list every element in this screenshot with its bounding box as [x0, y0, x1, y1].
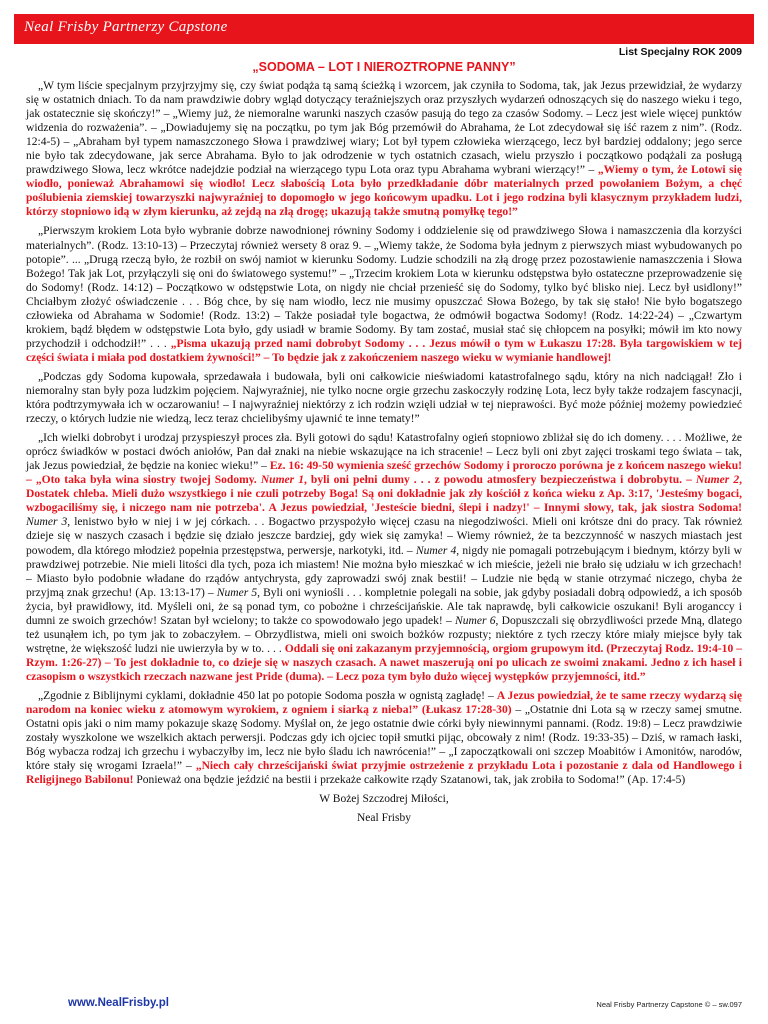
paragraph-5	[26, 689, 742, 787]
numbered-sin-label: Numer 3	[26, 516, 68, 529]
highlight-run: , Dostatek chleba. Mieli dużo wszystkiego i nie czuli potrzeby Boga! Są oni dokładnie jak zły kościół z końca wieku z Ap. 3:17, 'Jesteśmy bogaci, wzbogaciliśmy się, i niczego nam nie potrzeba'. A Jezus powiedział, 'Jesteście biedni, ślepi i nadzy!' – Innymi słowy, tak, jak siostra Sodoma!	[26, 474, 742, 515]
highlight-run: Oddali się oni zakazanym przyjemnością, orgiom grupowym itd. (Przeczytaj Rodz. 19:4-10 – Rzym. 1:26-27) – To jest dokładnie to, co dzieje się w naszych czasach. A nawet maszerują oni po ulicach ze swoimi znakami. Jedno z ich haseł i czasopism o wszystkich rzeczach nazwane jest Pride (duma). – Lecz poza tym było dużo więcej występków przyjemności, itd.”	[26, 642, 743, 683]
website-link[interactable]: www.NealFrisby.pl	[68, 997, 169, 1009]
highlight-run: Ez. 16: 49-50 wymienia sześć grzechów Sodomy i proroczo porówna je z końcem naszego wieku! – „Oto taka była wina siostry twojej Sodomy.	[26, 460, 742, 487]
paragraph-2	[26, 224, 742, 364]
highlight-run: A Jezus powiedział, że te same rzeczy wydarzą się narodom na koniec wieku z atomowym wyrokiem, z ogniem i siarką z nieba!” (Łukasz 17:28-30)	[26, 689, 742, 717]
header-banner	[14, 14, 754, 44]
numbered-sin-label: Numer 5	[216, 586, 258, 599]
text-run: „Podczas gdy Sodoma kupowała, sprzedawała i budowała, byli oni całkowicie nieświadomi katastrofalnego sądu, który na nich nadciągał! Zło i niemoralny stan były poza ludzkim pojęciem. Najwyraźniej, nie tylko nocne orgie grzechu zaskoczyły rodzinę Lota, lecz były także rodzajem fascynacji, która podtrzymywała ich w oczarowaniu! – I najwyraźniej niektórzy z ich rodzin wzięli udział w tej nieprawości. Być może później możemy powiedzieć rzeczy, o których ludzie nie wiedzą, lecz teraz chcielibyśmy ujawnić te inne tematy!”	[26, 370, 742, 426]
letter-body	[26, 79, 742, 830]
highlight-run: „Niech cały chrześcijański świat przyjmie ostrzeżenie z przykładu Lota i pozostanie z dala od Handlowego i Religijnego Babilonu!	[26, 760, 743, 787]
text-run: Ponieważ ona będzie jeździć na bestii i przekaże całkowite rządy Szatanowi, tak, jak zrobiła to Sodoma!” (Ap. 17:4-5)	[133, 774, 686, 787]
closing	[26, 792, 742, 825]
signature-name: Neal Frisby	[357, 812, 411, 825]
text-run: , Dopuszczali się obrzydliwości przede Mną, dlatego też usunąłem ich, po tym jak to zobaczyłem. – Obrzydlistwa, mieli oni swoich bożków rozpusty; niektóre z tych rzeczy które miały miejsce były tak wstrętne, że większość ludzi nie uwierzyła by w to. . . .	[26, 614, 743, 655]
paragraph-3	[26, 370, 742, 426]
text-run: – „Ostatnie dni Lota są w rzeczy samej smutne. Ostatni opis jaki o nim mamy pokazuje skazę Sodomy. Myślał on, że jego ostatnie dwie córki były niewinnymi pannami. (Rodz. 19:8) – Lecz prawdziwie zostały wyszkolone we wszelkich aktach perwersji. Podczas gdy ich ojciec topił smutki pijąc, obcowały z nim! (Rodz. 19:33-35) – Dziś, w ramach łaski, Bóg wybacza rodzaj ich grzechu i wybaczyłby im, lecz nie było śladu ich nawrócenia!” – „I zapoczątkowali oni szczep Moabitów i Amonitów, narodów, które stały się wrogami Izraela!” –	[26, 704, 742, 773]
highlight-run: , byli oni pełni dumy . . . z powodu atmosfery bezpieczeństwa i dobrobytu. –	[304, 474, 696, 487]
banner-title: Neal Frisby Partnerzy Capstone	[24, 19, 228, 35]
text-run: „Ich wielki dobrobyt i urodzaj przyspieszył proces zła. Byli gotowi do sądu! Katastrofalny ogień stopniowo zbliżał się do ich domeny. . . . Możliwe, że oprócz świadków w postaci dwóch aniołów, Pan dał znaki na niebie wskazujące na ich stracenie! – Lecz byli oni zbyt zajęci troskami tego świata – tak, jak Jezus powiedział, że będzie na koniec wieku!” –	[26, 432, 742, 473]
highlight-run: „Wiemy o tym, że Lotowi się wiodło, ponieważ Abrahamowi się wiodło! Lecz słabością Lota było przedkładanie dóbr materialnych przed powołaniem Bożym, a chęć poślubienia ziemskiej towarzyszki najwyraźniej to dopomogło w jego końcowym upadku. Lot i jego rodzina byli klasycznym przykładem ludzi, którzy stopniowo idą w złym kierunku, aż zejdą na złą drogę; ukazują także smutną pomyłkę tego!”	[26, 164, 742, 219]
paragraph-1	[26, 79, 742, 219]
text-run: „Zgodnie z Biblijnymi cyklami, dokładnie 450 lat po potopie Sodoma poszła w ognistą zagładę! –	[38, 689, 497, 702]
numbered-sin-label: Numer 6	[455, 614, 496, 627]
closing-salutation: W Bożej Szczodrej Miłości,	[319, 793, 449, 806]
numbered-sin-label: Numer 2	[695, 474, 740, 487]
text-run: , Byli oni wyniośli . . . kompletnie polegali na sobie, jak gdyby posiadali dobrą odpowiedź, a ich sposób życia, był prawidłowy, itd. Myśleli oni, że są ponad tym, co pobożne i chrześcijańskie. Ale tak naprawdę, byli całkowicie oszukani! Byli aroganccy i dumni ze swoich grzechów! Szatan był wcielony; to także co spowodowało jego upadek! –	[26, 586, 742, 627]
letter-label: List Specjalny ROK 2009	[618, 46, 742, 58]
paragraph-4	[26, 431, 742, 684]
text-run: , lenistwo było w niej i w jej córkach. . . Bogactwo przyspożyło więcej czasu na niegodziwości. Mieli oni krótsze dni do pracy. Tak również dzieje się w naszych czasach i będzie się działo jeszcze bardziej, gdy wiek się zamyka! – Wiemy również, że ta bezczynność w naszych miastach jest powodem, dla którego młodzież popełnia przestępstwa, perwersje, narkotyki, itd. –	[26, 516, 742, 557]
highlight-run: „Pisma ukazują przed nami dobrobyt Sodomy . . . Jezus mówił o tym w Łukaszu 17:28. Była targowiskiem w tej części świata i miała pod dostatkiem żywności!” – To będzie jak z zakończeniem naszego wieku w wymianie handlowej!	[26, 337, 742, 364]
page-title: „SODOMA – LOT I NIEROZTROPNE PANNY”	[252, 60, 516, 74]
numbered-sin-label: Numer 4	[415, 544, 457, 557]
text-run: , nigdy nie pomagali potrzebującym i biednym, którzy byli w prawdziwej potrzebie. Nie mieli litości dla tych, poza ich miastem! Nie można było mieszkać w ich mieście, jeżeli nie brało się udziału w ich grzechach! – Miasto było podobnie władane do rządów antychrysta, gdy zaprowadzi swój znak bestii! – Ludzie nie będą w stanie otrzymać niczego, chyba że przyjmą znak grzechu! (Ap. 13:13-17) –	[26, 544, 743, 599]
text-run: „Pierwszym krokiem Lota było wybranie dobrze nawodnionej równiny Sodomy i oddzielenie się od prawdziwego Słowa i namaszczenia dla korzyści materialnych”. (Rodz. 13:10-13) – Przeczytaj również wersety 8 oraz 9. – „Wiemy także, że Sodoma była jednym z pierwszych miast wybudowanych po potopie”. ... „Drugą rzeczą było, że rozbił on swój namiot w kierunku Sodomy. Ludzie schodzili na złą drogę przez pozostawienie namaszczenia i Słowa Bożego! Tak jak Lot, przyłączyli się oni do światowego systemu!” – „Trzecim krokiem Lota w kierunku odstępstwa było ostateczne przeprowadzenie się do Sodomy! (Rodz. 14:12) – Początkowo w odstępstwie Lota, on nigdy nie chciał przenieść się do Sodomy, tylko być blisko niej. Lecz był usidlony!” Chciałbym złożyć oświadczenie . . . Bóg chce, by się nam wiodło, lecz nie musimy opuszczać Słowa Bożego, by tak się stało! Nie było bogatszego człowieka od Abrahama w Sodomie! (Rodz. 13:2) – Także posiadał tyle bogactwa, że odmówił bogactwa Sodomy! (Rodz. 14:22-24) – „Czwartym krokiem, bądź błędem w odstępstwie Lota było, gdy usiadł w bramie Sodomy. By tam zostać, musiał stać się chłopcem na posyłki; mówił im kto nowy przychodził i odchodził!” . . .	[26, 225, 742, 350]
footer-copyright: Neal Frisby Partnerzy Capstone © – sw.097	[596, 1000, 742, 1009]
text-run: „W tym liście specjalnym przyjrzyjmy się, czy świat podąża tą samą ścieżką i wzorcem, jak czyniła to Sodoma, tak, jak Jezus przewidział, że wydarzy się w ostatnich dniach. To da nam prawdziwie dobry wgląd dotyczący teraźniejszych oraz przyszłych wydarzeń odnoszących się do naszego wieku i tego, jak ostatecznie się skończy!” – „Wiemy już, że niemoralne warunki naszych czasów pasują do tego za czasów Sodomy. – Lecz jest wiele więcej punktów widzenia do rozważenia”. – „Dowiadujemy się na początku, po tym jak Bóg przemówił do Abrahama, że Lot zdecydował się iść razem z nim”. (Rodz. 12:4-5) – „Abraham był typem namaszczonego Słowa i prawdziwej wiary; Lot był typem człowieka wierzącego, lecz był bardziej oddalony; jego serce nie było tak zdecydowane, jak serce Abrahama. Było to jak odrodzenie w tych ostatnich czasach, wielu przyszło i początkowo podążali za posługą prawdziwego Słowa, lecz wkrótce nadejdzie podział na wierzącego typu Lota oraz typu Abrahama wybrani wierzący!” –	[26, 80, 742, 177]
numbered-sin-label: Numer 1	[260, 474, 304, 487]
